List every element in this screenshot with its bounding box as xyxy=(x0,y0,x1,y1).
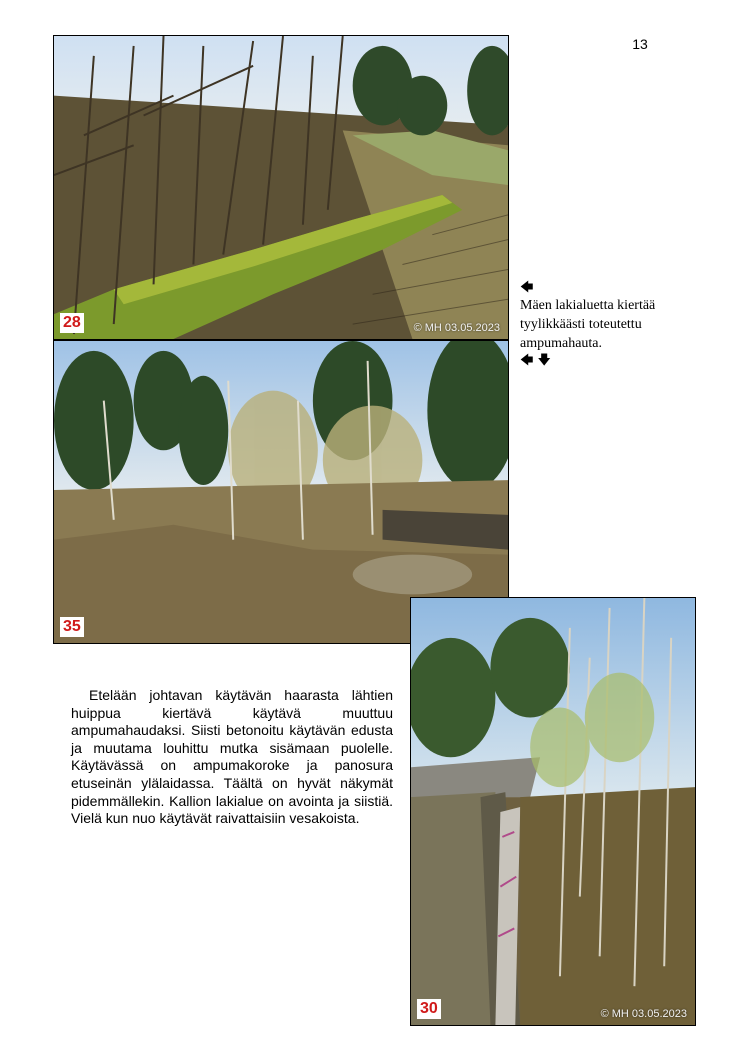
page-number: 13 xyxy=(632,36,648,52)
photo-number: 35 xyxy=(60,617,84,637)
caption-line: tyylikkäästi toteutettu xyxy=(520,317,642,332)
photo-30-image xyxy=(411,598,695,1025)
photo-30 xyxy=(410,597,696,1026)
photo-number: 30 xyxy=(417,999,441,1019)
caption-line: Mäen lakialuetta kiertää xyxy=(520,298,656,313)
photo-28 xyxy=(53,35,509,340)
photo-28-image xyxy=(54,36,508,339)
photo-number: 28 xyxy=(60,313,84,333)
caption-line: ampumahauta. xyxy=(520,336,603,351)
photo-caption xyxy=(520,280,690,369)
photo-copyright: © MH 03.05.2023 xyxy=(600,1008,687,1020)
body-paragraph: Etelään johtavan käytävän haarasta lähtien huippua kiertävä käytävä muuttuu ampumahaudaksi. Siisti betonoitu käytävän edusta ja muutama louhittu mutka sisämaan puolelle. Käytävässä on ampumakoroke ja panosura etuseinän ylälaidassa. Täältä on hyvät näkymät pidemmällekin. Kallion lakialue on avointa ja siistiä. Vielä kun nuo käytävät raivattaisiin vesakoista. xyxy=(71,687,393,827)
left-arrow-icon: 🡄 xyxy=(520,280,534,295)
left-down-arrow-icon: 🡄 🡇 xyxy=(520,353,551,368)
photo-copyright: © MH 03.05.2023 xyxy=(413,322,500,334)
